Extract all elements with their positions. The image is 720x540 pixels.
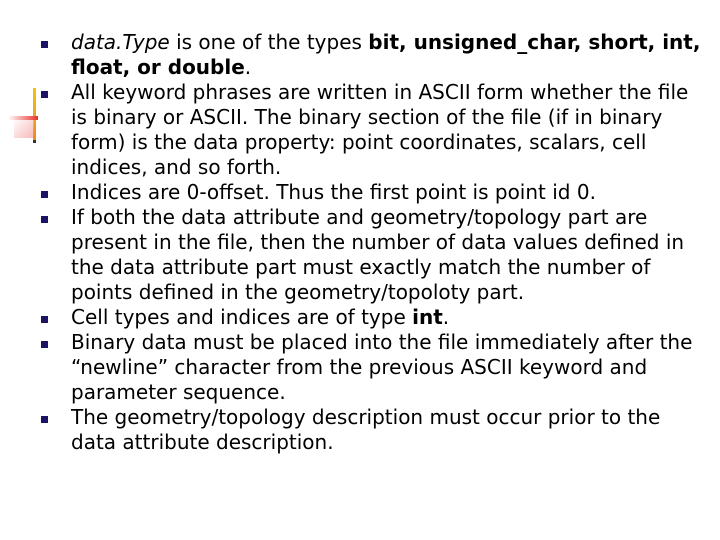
list-item	[0, 405, 720, 455]
bullet-square-icon	[41, 316, 48, 323]
bullet-text-segment: bit, unsigned_char, short, int, float, or double	[71, 30, 701, 79]
bullet-text-segment: int	[412, 305, 443, 329]
bullet-square-icon	[41, 191, 48, 198]
bullet-square-icon	[41, 91, 48, 98]
list-item	[0, 30, 720, 80]
bullet-square-icon	[41, 216, 48, 223]
list-item	[0, 80, 720, 180]
bullet-text-segment: The geometry/topology description must occur prior to the data attribute description.	[71, 405, 661, 454]
bullet-square-icon	[41, 416, 48, 423]
bullet-text-segment: All keyword phrases are written in ASCII form whether the file is binary or ASCII. The binary section of the file (if in binary form) is the data property: point coordinates, scalars, cell indices, and so forth.	[71, 80, 689, 179]
bullet-text-segment: Binary data must be placed into the file immediately after the “newline” character from the previous ASCII keyword and parameter sequence.	[71, 330, 693, 404]
bullet-text-segment: .	[244, 55, 252, 79]
list-item	[0, 305, 720, 330]
bullet-text-segment: is one of the types	[169, 30, 369, 54]
list-item	[0, 205, 720, 305]
bullet-text-segment: .	[442, 305, 450, 329]
bullet-square-icon	[41, 41, 48, 48]
bullet-text-segment: Indices are 0-offset. Thus the first point is point id 0.	[71, 180, 596, 204]
bullet-square-icon	[41, 341, 48, 348]
bullet-text-segment: If both the data attribute and geometry/topology part are present in the file, then the number of data values defined in the data attribute part must exactly match the number of points defined in the geometry/topoloty part.	[71, 205, 685, 304]
bullet-list	[0, 30, 720, 455]
list-item	[0, 180, 720, 205]
bullet-text-segment: Cell types and indices are of type	[71, 305, 413, 329]
bullet-text-segment: data.Type	[71, 30, 170, 54]
list-item	[0, 330, 720, 405]
